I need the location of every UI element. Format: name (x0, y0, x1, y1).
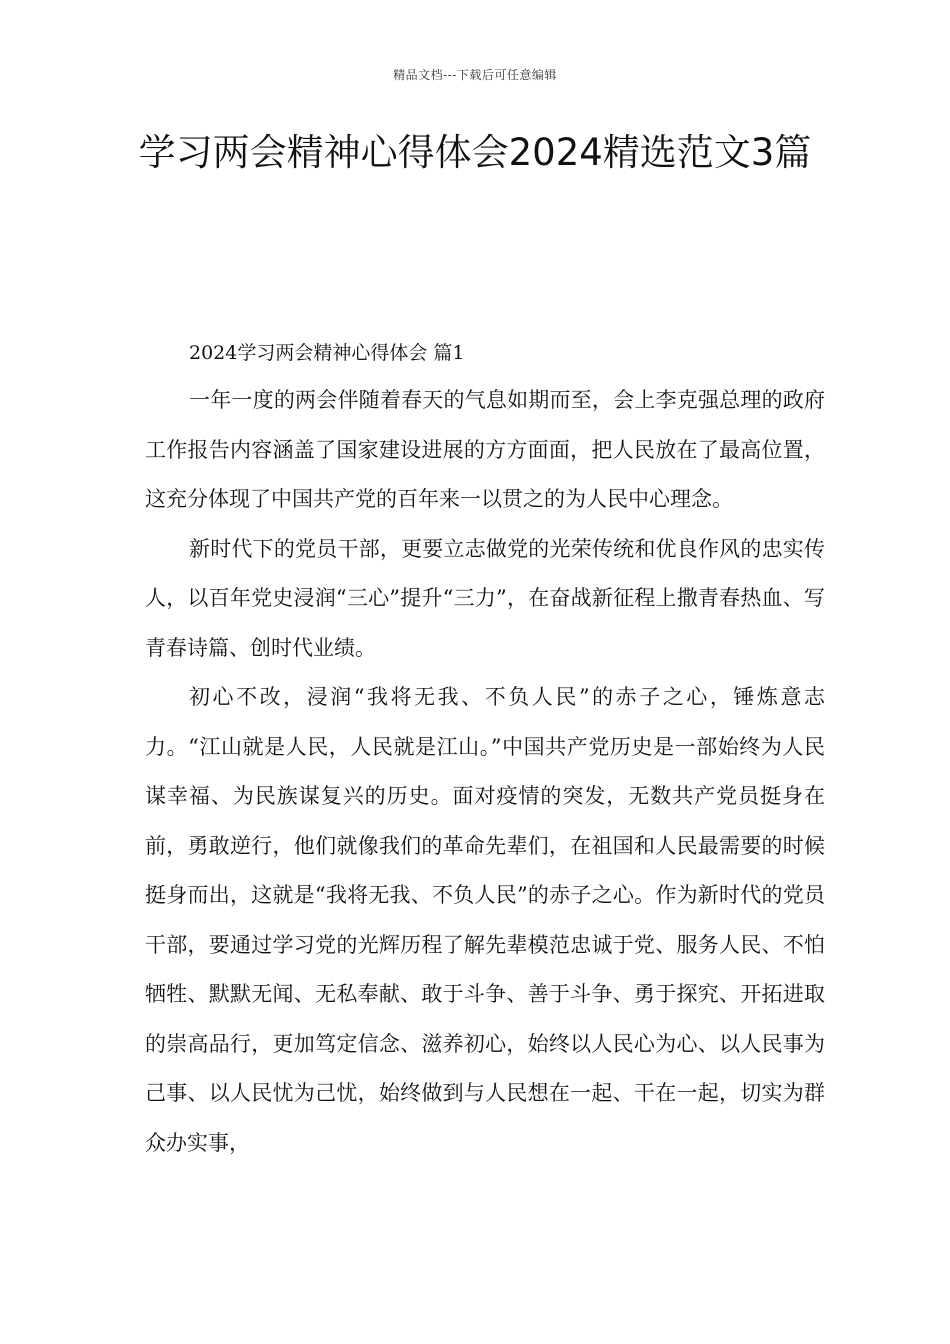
paragraph-1: 一年一度的两会伴随着春天的气息如期而至，会上李克强总理的政府工作报告内容涵盖了国家建设进展的方方面面，把人民放在了最高位置，这充分体现了中国共产党的百年来一以贯之的为人民中心理念。 (145, 388, 825, 511)
document-body (145, 330, 825, 1168)
document-title: 学习两会精神心得体会2024精选范文3篇 (138, 131, 812, 174)
paragraph-3: 初心不改，浸润“我将无我、不负人民”的赤子之心，锤炼意志力。“江山就是人民，人民就是江山。”中国共产党历史是一部始终为人民谋幸福、为民族谋复兴的历史。面对疫情的突发，无数共产党员挺身在前，勇敢逆行，他们就像我们的革命先辈们，在祖国和人民最需要的时候挺身而出，这就是“我将无我、不负人民”的赤子之心。作为新时代的党员干部，要通过学习党的光辉历程了解先辈模范忠诚于党、服务人民、不怕牺牲、默默无闻、无私奉献、敢于斗争、善于斗争、勇于探究、开拓进取的崇高品行，更加笃定信念、滋养初心，始终以人民心为心、以人民事为己事、以人民忧为己忧，始终做到与人民想在一起、干在一起，切实为群众办实事， (145, 685, 825, 1155)
paragraph-2: 新时代下的党员干部，更要立志做党的光荣传统和优良作风的忠实传人，以百年党史浸润“三心”提升“三力”，在奋战新征程上撒青春热血、写青春诗篇、创时代业绩。 (145, 536, 825, 660)
section-heading: 2024学习两会精神心得体会 篇1 (189, 342, 465, 364)
document-header-note: 精品文档---下载后可任意编辑 (393, 68, 557, 82)
